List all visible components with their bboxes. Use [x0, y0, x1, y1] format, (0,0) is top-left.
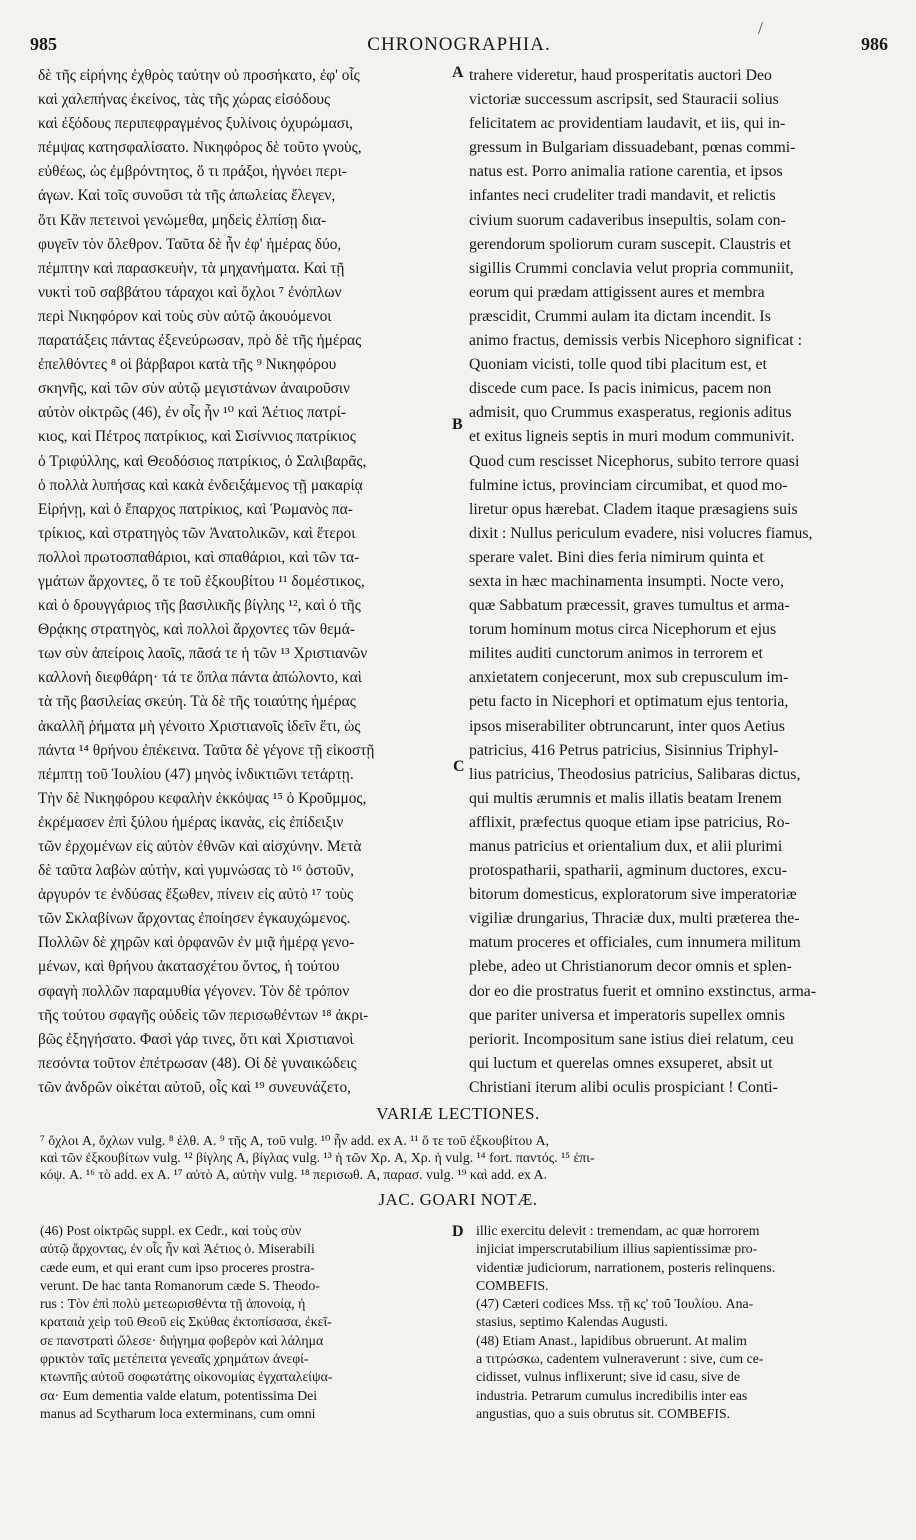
greek-text-line: ἐπελθόντες ⁸ οἱ βάρβαροι κατὰ τῆς ⁹ Νικηφόρου	[38, 356, 337, 374]
variant-reading-line: ⁷ ὄχλοι A, ὄχλων vulg. ⁸ ἐλθ. A. ⁹ τῆς A, τοῦ vulg. ¹⁰ ἦν add. ex A. ¹¹ ὅ τε τοῦ ἐξκουβίτου A,	[40, 1133, 550, 1148]
notes-left-column	[40, 1222, 452, 1423]
latin-text-line: Christiani iterum alibi oculis prospiciant ! Conti-	[469, 1078, 778, 1096]
greek-text-line: τρίκιος, καὶ στρατηγὸς τῶν Ἀνατολικῶν, καὶ ἕτεροι	[38, 524, 356, 542]
handwritten-mark: /	[758, 18, 764, 38]
latin-text-line: qui luctum et querelas omnes exsuperet, absit ut	[469, 1054, 773, 1072]
greek-text-line: πέμψας κατησφαλίσατο. Νικηφόρος δὲ τοῦτο γνοὺς,	[38, 139, 362, 157]
greek-text-line: καὶ ἐξόδους περιπεφραγμένος ξυλίνοις ὀχυρώμασι,	[38, 115, 354, 133]
latin-text-column	[469, 64, 879, 1100]
latin-text-line: eorum qui prædam attigissent aures et membra	[469, 283, 765, 301]
latin-text-line: gressum in Bulgariam dissuadebant, pœnas commi-	[469, 139, 796, 157]
latin-text-line: Quoniam vicisti, tolle quod tibi placitum est, et	[469, 356, 767, 374]
latin-text-line: Quod cum rescisset Nicephorus, subito terrore quasi	[469, 452, 800, 470]
greek-text-line: τῶν Σκλαβίνων ἄρχοντας ἐποίησεν ἐγκαυχώμενος.	[38, 910, 351, 928]
margin-marker-b: B	[452, 416, 463, 433]
greek-text-line: περὶ Νικηφόρον καὶ τοὺς σὺν αὐτῷ ἀκουόμενοι	[38, 307, 332, 325]
latin-text-line: sigillis Crummi conclavia velut propria communiit,	[469, 259, 794, 277]
greek-text-line: ἐκρέμασεν ἐπὶ ξύλου ἡμέρας ἱκανὰς, εἰς ἐπίδειξιν	[38, 813, 344, 831]
greek-text-line: πάντα ¹⁴ θρήνου ἐπέκεινα. Ταῦτα δὲ γέγονε τῇ εἰκοστῇ	[38, 741, 375, 759]
latin-text-line: fulmine ictus, provinciam circumibat, et quod mo-	[469, 476, 788, 494]
latin-text-line: lius patricius, Theodosius patricius, Salibaras dictus,	[469, 765, 801, 783]
greek-text-line: γμάτων ἄρχοντες, ὅ τε τοῦ ἐξκουβίτου ¹¹ δομέστικος,	[38, 572, 365, 590]
latin-text-line: protospatharii, spatharii, agminum ductores, excu-	[469, 862, 788, 880]
greek-text-line: παρατάξεις πάντας ἐξενεύρωσαν, πρὸ δὲ τῆς ἡμέρας	[38, 332, 362, 350]
latin-text-line: natus est. Porro animalia ratione carentia, et ipsos	[469, 163, 783, 181]
latin-text-line: afflixit, præfectus quoque etiam ipse patricius, Ro-	[469, 813, 790, 831]
latin-text-line: animo fractus, demissis verbis Nicephoro significat :	[469, 332, 802, 350]
note-line: videntiæ judiciorum, narrationem, posteris relinquens.	[476, 1259, 776, 1275]
note-line: illic exercitu delevit : tremendam, ac quæ horrorem	[476, 1223, 760, 1238]
note-line: stasius, septimo Kalendas Augusti.	[476, 1314, 668, 1330]
greek-text-line: αὐτὸν οἰκτρῶς (46), ἐν οἷς ἦν ¹⁰ καὶ Ἀέτιος πατρί-	[38, 404, 346, 422]
latin-text-line: præscidit, Crummi aulam ita dictam incendit. Is	[469, 307, 771, 325]
latin-text-line: liretur opus hærebat. Cladem itaque præsagiens suis	[469, 500, 798, 518]
note-line: cidisset, vulnus inflixerunt; sive id casu, sive de	[476, 1369, 741, 1385]
page-number-right: 986	[861, 34, 888, 54]
greek-text-line: νυκτὶ τοῦ σαββάτου τάραχοι καὶ ὄχλοι ⁷ ἐνόπλων	[38, 283, 342, 301]
latin-text-line: discede cum pace. Is pacis inimicus, pacem non	[469, 380, 772, 398]
greek-text-line: καὶ ὁ δρουγγάριος τῆς βασιλικῆς βίγλης ¹², καὶ ὁ τῆς	[38, 597, 361, 615]
latin-text-line: dixit : Nullus periculum evadere, nisi volucres fiamus,	[469, 524, 813, 542]
greek-text-line: ὁ πολλὰ λυπήσας καὶ κακὰ ἐνδειξάμενος τῇ μακαρίᾳ	[38, 476, 363, 494]
notes-heading: JAC. GOARI NOTÆ.	[378, 1190, 538, 1209]
greek-text-line: τῶν ἀνδρῶν οἰκέται αὐτοῦ, οἷς καὶ ¹⁹ συνευνάζετο,	[38, 1078, 352, 1096]
greek-text-line: τῶν ἐρχομένων εἰς αὐτὸν ἐθνῶν καὶ αἰσχύνην. Μετὰ	[38, 838, 362, 855]
note-line: COMBEFIS.	[476, 1277, 549, 1293]
latin-text-line: dor eo die prostratus fuerit et omnino exstinctus, arma-	[469, 982, 816, 1000]
latin-text-line: torum hominum motus circa Nicephorum et ejus	[469, 621, 777, 639]
greek-text-line: Θρᾴκης στρατηγὸς, καὶ πολλοὶ ἄρχοντες τῶν θεμά-	[38, 621, 355, 639]
note-line: cæde eum, et qui erant cum ipso proceres prostra-	[40, 1259, 315, 1275]
greek-text-line: Πολλῶν δὲ χηρῶν καὶ ὀρφανῶν ἐν μιᾷ ἡμέρᾳ γενο-	[38, 934, 355, 952]
latin-text-line: admisit, quo Crummus exasperatus, regionis aditus	[469, 404, 792, 422]
latin-text-line: ipsos miserabiliter obtruncarunt, inter quos Aetius	[469, 717, 785, 735]
greek-text-line: των σὺν ἀπείροις λαοῖς, πᾶσά τε ἡ τῶν ¹³ Χριστιανῶν	[38, 645, 368, 663]
note-line: (47) Cæteri codices Mss. τῇ κς' τοῦ Ἰουλίου. Ana-	[476, 1296, 754, 1312]
latin-text-line: civium suorum cadaveribus insepultis, solam con-	[469, 211, 786, 229]
notes-right-column	[476, 1222, 880, 1423]
note-line: φρικτὸν ταῖς μετέπειτα γενεαῖς χρημάτων ἀνεφί-	[40, 1351, 309, 1367]
note-line: (46) Post οἰκτρῶς suppl. ex Cedr., καὶ τοὺς σὺν	[40, 1223, 302, 1238]
greek-text-line: τὰ τῆς βασιλείας σκεύη. Τὰ δὲ τῆς τοιαύτης ἡμέρας	[38, 693, 356, 711]
latin-text-line: sexta in hæc machinamenta insumpti. Nocte vero,	[469, 572, 784, 590]
greek-text-line: βῶς ἐξηγήσατο. Φασὶ γάρ τινες, ὅτι καὶ Χριστιανοὶ	[38, 1030, 354, 1048]
note-line: rus : Τὸν ἐπὶ πολὺ μετεωρισθέντα τῇ ἀπονοίᾳ, ἡ	[40, 1296, 306, 1312]
latin-text-line: qui multis ærumnis et malis illatis beatam Irenem	[469, 789, 782, 807]
latin-text-line: et exitus ligneis septis in muri modum communivit.	[469, 428, 795, 446]
latin-text-line: manus patricius et orientalium dux, et alii plurimi	[469, 838, 783, 855]
note-line: verunt. De hac tanta Romanorum cæde S. Theodo-	[40, 1277, 320, 1293]
greek-text-line: κιος, καὶ Πέτρος πατρίκιος, καὶ Σισίννιος πατρίκιος	[38, 428, 356, 446]
greek-text-line: πεσόντα τοῦτον ἐπέτρωσαν (48). Οἱ δὲ γυναικώδεις	[38, 1054, 357, 1072]
latin-text-line: sperare valet. Bini dies feria nimirum quinta et	[469, 548, 764, 566]
variant-reading-line: κόψ. A. ¹⁶ τὸ add. ex A. ¹⁷ αὐτὸ A, αὐτὴν vulg. ¹⁸ περισωθ. A, παρασ. vulg. ¹⁹ καὶ add. ex A.	[40, 1167, 548, 1182]
latin-text-line: victoriæ successum ascripsit, sed Stauracii solius	[469, 91, 779, 109]
greek-text-line: δὲ τῆς εἰρήνης ἐχθρὸς ταύτην οὐ προσήκατο, ἐφ' οἷς	[38, 67, 360, 84]
variant-reading-line: καὶ τῶν ἐξκουβίτων vulg. ¹² βίγλης A, βίγλας vulg. ¹³ ἡ τῶν Χρ. A, Χρ. ἡ vulg. ¹⁴ fort. παντός. ¹⁵ ἐπι-	[40, 1150, 595, 1165]
greek-text-line: ἀργυρόν τε ἐνδύσας ἔξωθεν, πίνειν εἰς αὐτὸ ¹⁷ τοὺς	[38, 886, 354, 904]
latin-text-line: petu facto in Nicephori et optimatum ejus tentoria,	[469, 693, 789, 711]
note-line: αὐτῷ ἄρχοντας, ἐν οἷς ἦν καὶ Ἀέτιος ὁ. Miserabili	[40, 1241, 315, 1257]
variae-lectiones-block	[40, 1132, 880, 1183]
latin-text-line: patricius, 416 Petrus patricius, Sisinnius Triphyl-	[469, 741, 779, 759]
latin-text-line: plebe, adeo ut Christianorum decor omnis et splen-	[469, 958, 792, 976]
latin-text-line: milites auditi cunctorum animos in terrorem et	[469, 645, 763, 663]
latin-text-line: que pariter universa et imperatoris supellex omnis	[469, 1006, 785, 1024]
note-line: industria. Petrarum cumulus incredibilis inter eas	[476, 1387, 748, 1403]
latin-text-line: infantes neci crudeliter tradi mandavit, et relictis	[469, 187, 776, 205]
note-line: σα· Eum dementia valde elatum, potentissima Dei	[40, 1387, 318, 1403]
note-line: κραταιὰ χεὶρ τοῦ Θεοῦ εἰς Σκύθας ἐκτοπίσασα, ἐκεῖ-	[40, 1314, 332, 1330]
greek-text-line: ὅτι Κἂν πετεινοὶ γενώμεθα, μηδεὶς ἐλπίσῃ δια-	[38, 211, 327, 229]
greek-text-line: δὲ ταῦτα λαβὼν αὐτὴν, καὶ γυμνώσας τὸ ¹⁶ ὀστοῦν,	[38, 862, 354, 880]
running-title: CHRONOGRAPHIA.	[367, 34, 551, 55]
greek-text-line: μένων, καὶ θρήνου ἀκατασχέτου ὄντος, ἡ τούτου	[38, 958, 340, 976]
greek-text-line: Τὴν δὲ Νικηφόρου κεφαλὴν ἐκκόψας ¹⁵ ὁ Κροῦμμος,	[38, 789, 367, 807]
greek-text-column	[38, 64, 456, 1100]
latin-text-line: trahere videretur, haud prosperitatis auctori Deo	[469, 67, 772, 84]
note-line: manus ad Scytharum loca exterminans, cum omni	[40, 1405, 316, 1421]
latin-text-line: vigiliæ drungarius, Thraciæ dux, multi præterea the-	[469, 910, 800, 928]
margin-marker-d: D	[452, 1223, 464, 1240]
greek-text-line: σφαγὴ πολλῶν παραμυθία γέγονεν. Τὸν δὲ τρόπον	[38, 982, 350, 1000]
note-line: (48) Etiam Anast., lapidibus obruerunt. At malim	[476, 1332, 747, 1348]
latin-text-line: periorit. Incompositum sane istius diei relatum, ceu	[469, 1030, 794, 1048]
latin-text-line: anxietatem conjecerunt, mox sub crepusculum im-	[469, 669, 789, 687]
greek-text-line: καὶ χαλεπήνας ἐκείνος, τὰς τῆς χώρας εἰσόδους	[38, 91, 331, 109]
greek-text-line: σκηνῆς, καὶ τῶν σὺν αὐτῷ μεγιστάνων ἀναιροῦσιν	[38, 380, 350, 398]
note-line: κτωνπῆς αὐτοῦ σοφωτάτης οἰκονομίας ἐγχαταλείψα-	[40, 1369, 333, 1385]
latin-text-line: bitorum domesticus, exploratorum sive imperatoriæ	[469, 886, 797, 904]
note-line: injiciat imperscrutabilium illius sapientissimæ pro-	[476, 1241, 758, 1257]
variae-lectiones-heading: VARIÆ LECTIONES.	[376, 1104, 540, 1123]
greek-text-line: εὐθέως, ὡς ἐμβρόντητος, ὅ τι πράξοι, ἠγνόει περι-	[38, 163, 347, 181]
latin-text-line: felicitatem ac providentiam laudavit, et iis, qui in-	[469, 115, 786, 133]
greek-text-line: πέμπτην καὶ παρασκευὴν, τὰ μηχανήματα. Καὶ τῇ	[38, 259, 345, 277]
latin-text-line: matum proceres et officiales, cum innumera militum	[469, 934, 801, 952]
note-line: a τιτρώσκω, cadentem vulneraverunt : sive, cum ce-	[476, 1351, 764, 1367]
greek-text-line: τῆς τούτου σφαγῆς οὐδεὶς τῶν περισωθέντων ¹⁸ ἀκρι-	[38, 1006, 369, 1024]
note-line: angustias, quo a suis obrutus sit. COMBEFIS.	[476, 1405, 731, 1421]
margin-marker-c: C	[453, 758, 465, 775]
greek-text-line: καλλονὴ διεφθάρη· τά τε ὅπλα πάντα ἀπώλοντο, καὶ	[38, 669, 362, 687]
note-line: σε πανστρατὶ ὤλεσε· διήγημα φοβερὸν καὶ λάλημα	[40, 1332, 324, 1348]
greek-text-line: Εἰρήνῃ, καὶ ὁ ἔπαρχος πατρίκιος, καὶ Ῥωμανὸς πα-	[38, 500, 353, 518]
latin-text-line: quæ Sabbatum præcessit, graves tumultus et arma-	[469, 597, 790, 615]
greek-text-line: πολλοὶ πρωτοσπαθάριοι, καὶ σπαθάριοι, καὶ τῶν τα-	[38, 548, 360, 566]
latin-text-line: gerendorum spoliorum curam suscepit. Claustris et	[469, 235, 792, 253]
greek-text-line: ἀκαλλῆ ῥήματα μὴ γένοιτο Χριστιανοῖς ἰδεῖν ἔτι, ὡς	[38, 717, 361, 735]
greek-text-line: πέμπτῃ τοῦ Ἰουλίου (47) μηνὸς ἰνδικτιῶνι τετάρτῃ.	[38, 765, 354, 783]
margin-marker-a: A	[452, 64, 464, 81]
page-number-left: 985	[30, 34, 57, 54]
greek-text-line: ὁ Τριφύλλης, καὶ Θεοδόσιος πατρίκιος, ὁ Σαλιβαρᾶς,	[38, 452, 367, 470]
greek-text-line: άγων. Καὶ τοῖς συνοῦσι τὰ τῆς ἀπωλείας ἔλεγεν,	[38, 187, 336, 205]
greek-text-line: φυγεῖν τὸν ὄλεθρον. Ταῦτα δὲ ἦν ἐφ' ἡμέρας δύο,	[38, 235, 342, 253]
